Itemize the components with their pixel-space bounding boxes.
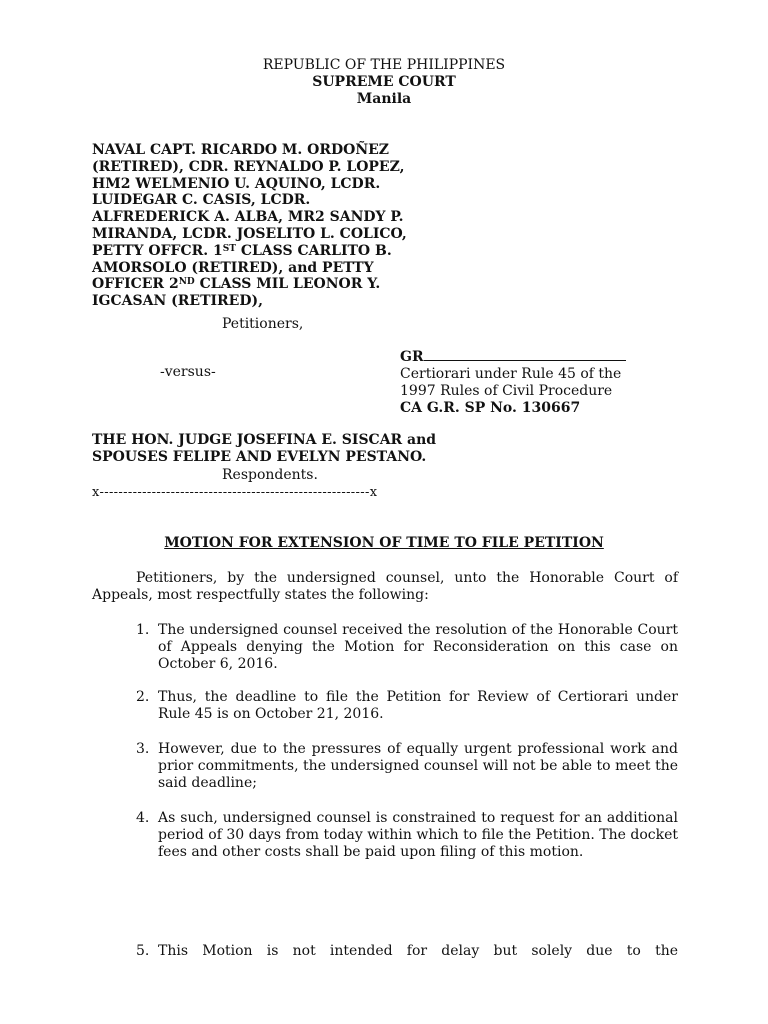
petitioners-label: Petitioners,: [222, 316, 304, 332]
petitioners-line-part: PETTY OFFCR. 1: [92, 242, 223, 259]
item-text: However, due to the pressures of equally urgent professional work and prior commitments, the undersigned counsel will not be able to meet the said deadline;: [158, 741, 678, 792]
list-item: [136, 622, 678, 674]
republic-heading: REPUBLIC OF THE PHILIPPINES: [262, 57, 506, 73]
petitioners-line-part: CLASS CARLITO B.: [235, 242, 392, 259]
court-heading: SUPREME COURT: [312, 74, 456, 90]
city-heading: Manila: [356, 91, 412, 107]
petitioners-names: [92, 142, 452, 310]
list-item: [136, 689, 678, 723]
ca-case-number: CA G.R. SP No. 130667: [400, 400, 581, 416]
respondents-line: THE HON. JUDGE JOSEFINA E. SISCAR and: [92, 432, 437, 448]
list-item: [136, 810, 678, 862]
intro-paragraph: Petitioners, by the undersigned counsel, unto the Honorable Court of Appeals, most respectfully states the following:: [92, 570, 678, 603]
petitioners-line: [92, 243, 452, 260]
gr-number-line: [400, 346, 626, 366]
petitioners-line-part: CLASS MIL LEONOR Y.: [194, 276, 381, 293]
gr-label: GR: [400, 349, 424, 365]
petitioners-line: NAVAL CAPT. RICARDO M. ORDOÑEZ: [92, 142, 390, 158]
item-number: 5.: [136, 943, 150, 959]
item-number: 2.: [136, 689, 150, 705]
petitioners-line: (RETIRED), CDR. REYNALDO P. LOPEZ,: [92, 158, 405, 175]
caption-divider: x---------------------------------------------------------x: [92, 485, 378, 500]
petitioners-line: [92, 276, 452, 293]
case-info: [400, 346, 626, 417]
petitioners-line: HM2 WELMENIO U. AQUINO, LCDR.: [92, 175, 381, 192]
petitioners-line: AMORSOLO (RETIRED), and PETTY: [92, 259, 374, 276]
item-number: 3.: [136, 741, 150, 757]
item-text: The undersigned counsel received the resolution of the Honorable Court of Appeals denying the Motion for Reconsideration on this case on October 6, 2016.: [158, 622, 678, 673]
case-rules-line: 1997 Rules of Civil Procedure: [400, 383, 613, 399]
list-item: [136, 741, 678, 793]
petitioners-line-part: OFFICER 2: [92, 276, 179, 293]
motion-title: MOTION FOR EXTENSION OF TIME TO FILE PETITION: [164, 535, 604, 551]
item-number: 1.: [136, 622, 150, 638]
ordinal-suffix: ND: [178, 277, 195, 288]
petitioners-line: ALFREDERICK A. ALBA, MR2 SANDY P.: [92, 209, 404, 226]
court-header: [0, 57, 768, 108]
respondents-label: Respondents.: [222, 467, 318, 483]
list-item: [136, 943, 678, 960]
respondents-names: [92, 432, 436, 466]
case-type-line: Certiorari under Rule 45 of the: [400, 366, 622, 382]
petitioners-line: MIRANDA, LCDR. JOSELITO L. COLICO,: [92, 225, 407, 242]
item-text: This Motion is not intended for delay but solely due to the: [158, 943, 678, 959]
petitioners-line: LUIDEGAR C. CASIS, LCDR.: [92, 192, 311, 209]
item-text: As such, undersigned counsel is constrained to request for an additional period of 30 days from today within which to file the Petition. The docket fees and other costs shall be paid upon filing of this motion.: [158, 810, 678, 861]
item-number: 4.: [136, 810, 150, 826]
ordinal-suffix: ST: [222, 243, 236, 254]
petitioners-line: IGCASAN (RETIRED),: [92, 293, 263, 310]
item-text: Thus, the deadline to file the Petition for Review of Certiorari under Rule 45 is on October 21, 2016.: [158, 689, 678, 723]
respondents-line: SPOUSES FELIPE AND EVELYN PESTANO.: [92, 449, 427, 465]
gr-blank: [424, 346, 626, 361]
versus-label: -versus-: [160, 364, 216, 380]
